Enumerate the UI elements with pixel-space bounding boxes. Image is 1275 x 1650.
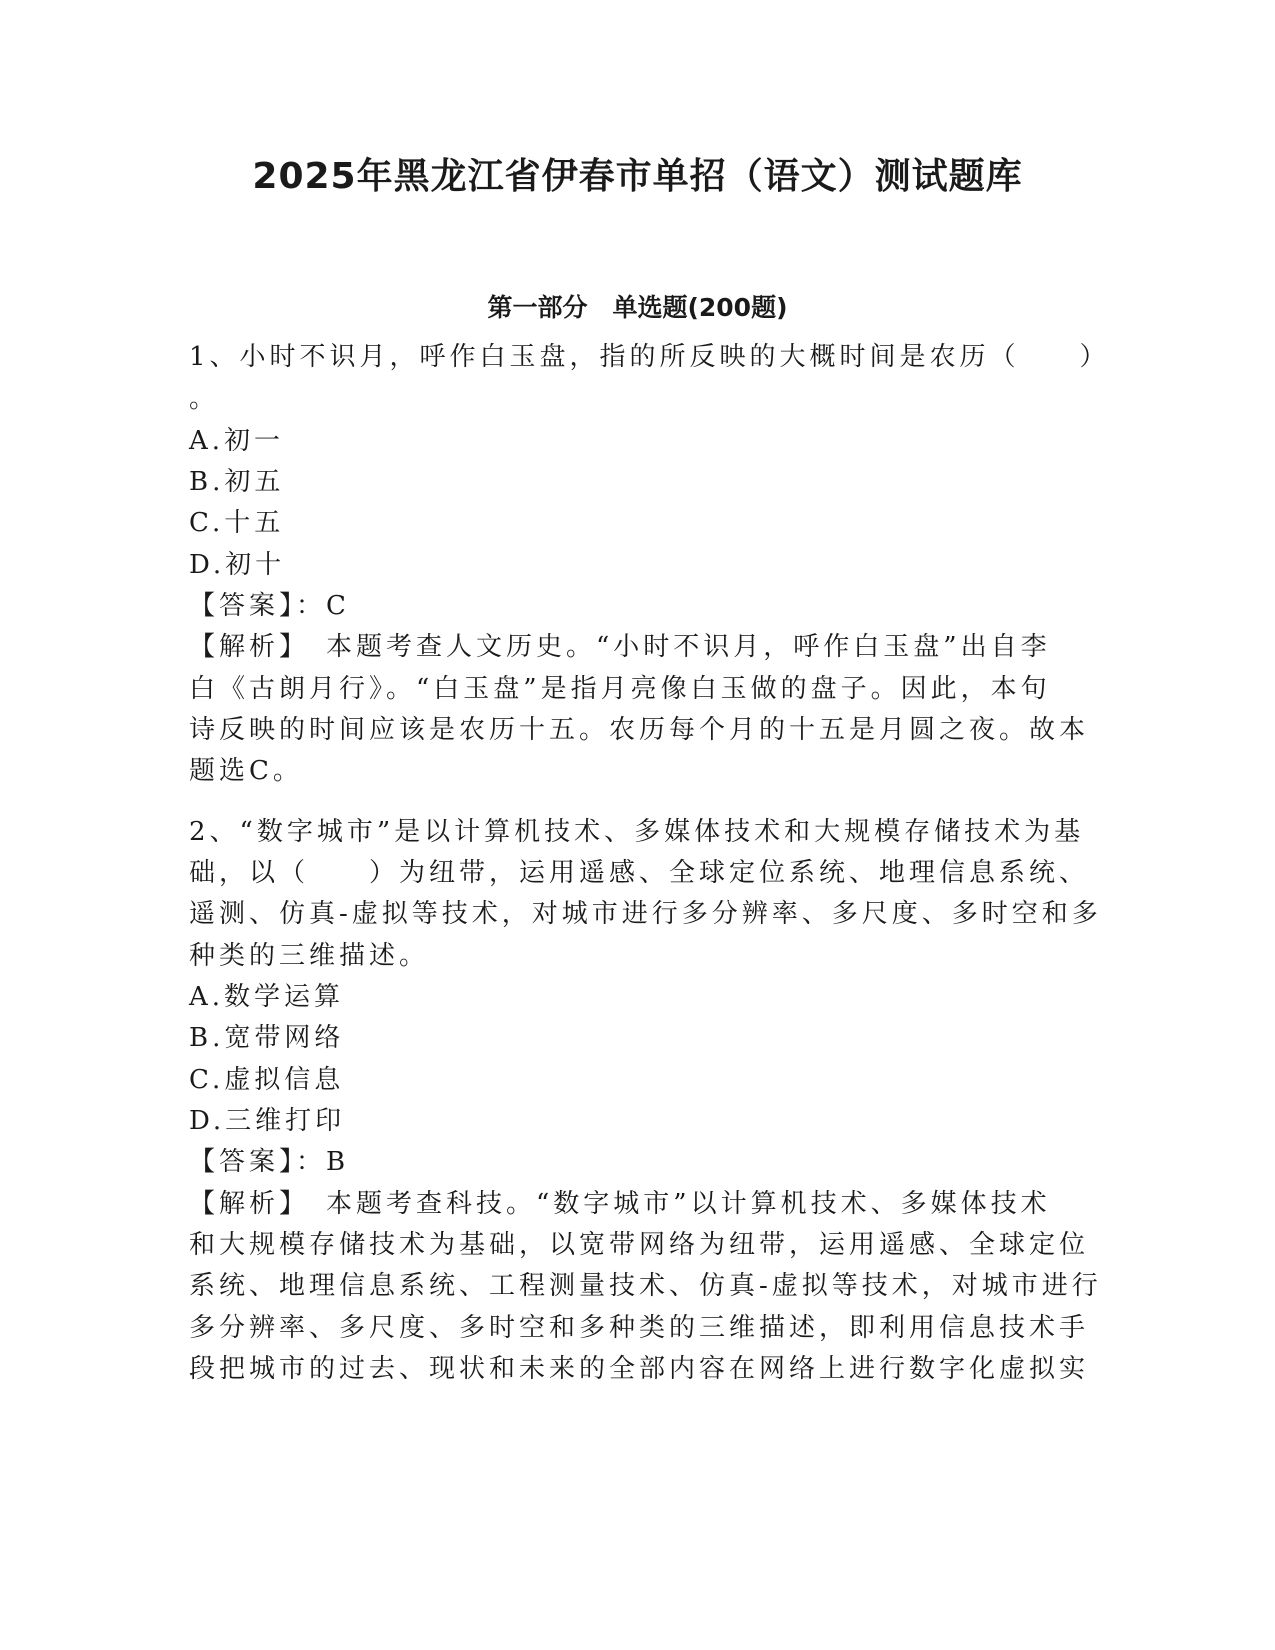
question-stem-line: 础，以（ ）为纽带，运用遥感、全球定位系统、地理信息系统、 [189, 858, 1090, 888]
option-d: D.初十 [189, 550, 286, 580]
question-stem-line: 1、小时不识月，呼作白玉盘，指的所反映的大概时间是农历（ ） [189, 342, 1110, 372]
question-stem-line: 。 [189, 384, 220, 414]
option-c: C.十五 [189, 508, 285, 538]
analysis-line: 【解析】 本题考查人文历史。“小时不识月，呼作白玉盘”出自李 [189, 632, 1051, 662]
analysis-line: 系统、地理信息系统、工程测量技术、仿真-虚拟等技术，对城市进行 [189, 1271, 1102, 1301]
option-c: C.虚拟信息 [189, 1065, 345, 1095]
question-stem-line: 种类的三维描述。 [189, 941, 430, 971]
option-b: B.宽带网络 [189, 1023, 345, 1053]
analysis-line: 诗反映的时间应该是农历十五。农历每个月的十五是月圆之夜。故本 [189, 715, 1090, 745]
option-d: D.三维打印 [189, 1106, 346, 1136]
question-stem-line: 2、“数字城市”是以计算机技术、多媒体技术和大规模存储技术为基 [189, 817, 1085, 847]
answer-line: 【答案】：C [189, 591, 350, 621]
question-stem-line: 遥测、仿真-虚拟等技术，对城市进行多分辨率、多尺度、多时空和多 [189, 899, 1102, 929]
analysis-line: 多分辨率、多尺度、多时空和多种类的三维描述，即利用信息技术手 [189, 1313, 1090, 1343]
option-a: A.数学运算 [189, 982, 345, 1012]
document-title: 2025年黑龙江省伊春市单招（语文）测试题库 [252, 156, 1023, 197]
analysis-line: 段把城市的过去、现状和未来的全部内容在网络上进行数字化虚拟实 [189, 1354, 1090, 1384]
analysis-line: 白《古朗月行》。“白玉盘”是指月亮像白玉做的盘子。因此，本句 [189, 674, 1051, 704]
analysis-line: 【解析】 本题考查科技。“数字城市”以计算机技术、多媒体技术 [189, 1189, 1051, 1219]
option-a: A.初一 [189, 426, 285, 456]
option-b: B.初五 [189, 467, 285, 497]
analysis-line: 和大规模存储技术为基础，以宽带网络为纽带，运用遥感、全球定位 [189, 1230, 1090, 1260]
answer-line: 【答案】：B [189, 1147, 350, 1177]
analysis-line: 题选C。 [189, 756, 303, 786]
section-heading: 第一部分 单选题(200题) [487, 293, 788, 322]
